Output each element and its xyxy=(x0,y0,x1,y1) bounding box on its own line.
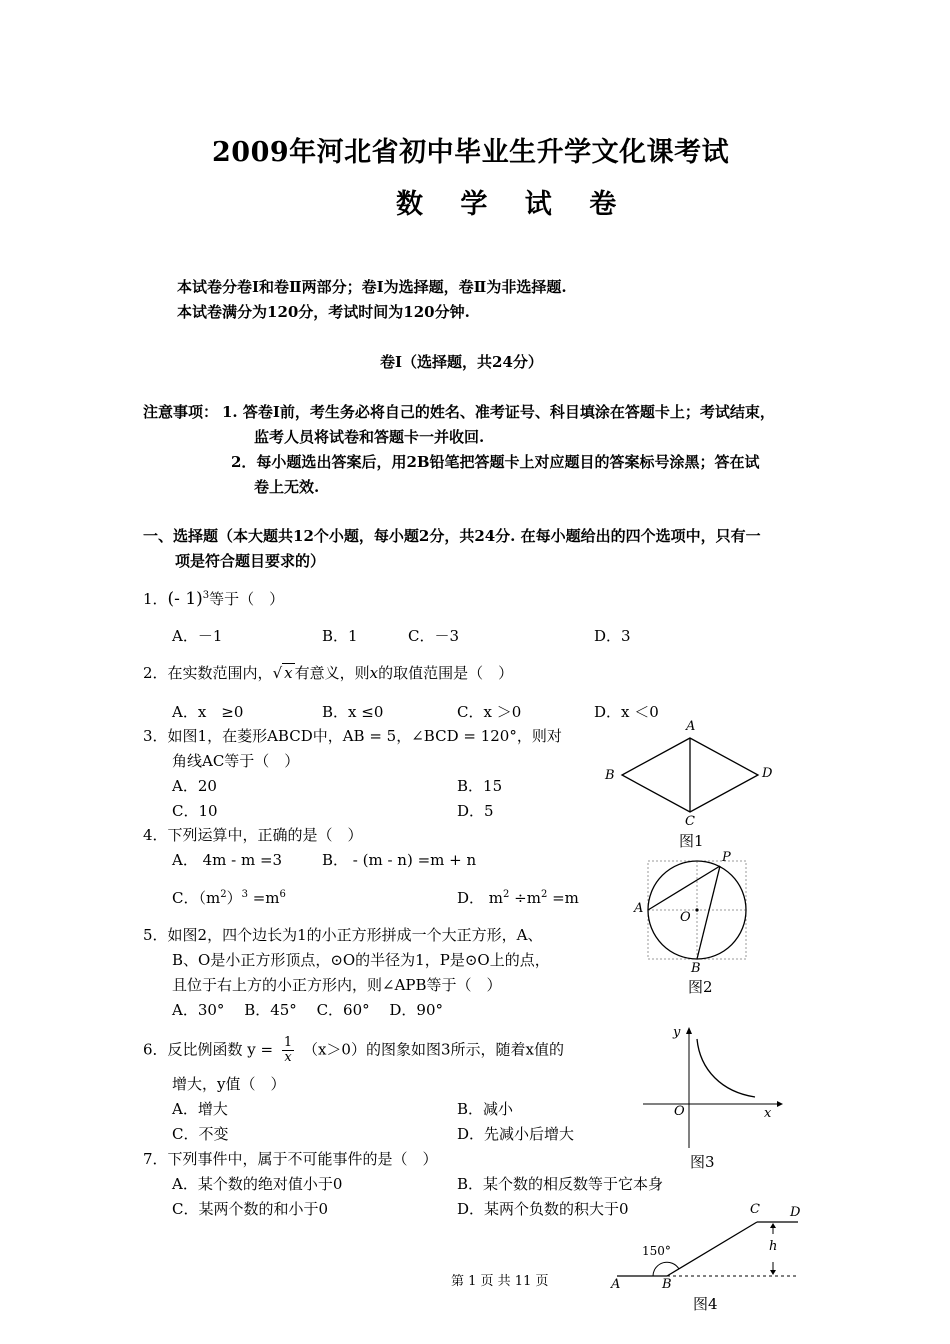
q7-option-b: B．某个数的相反数等于它本身 xyxy=(457,1175,664,1193)
q7-option-d: D．某两个负数的积大于0 xyxy=(457,1200,629,1218)
q6-stem xyxy=(143,1036,564,1065)
hyperbola-curve xyxy=(697,1039,755,1097)
q1-expression: (- 1) xyxy=(167,589,203,609)
q1-exponent: 3 xyxy=(202,590,210,601)
fig4-label-c: C xyxy=(750,1202,760,1217)
q4-option-a: A． 4m - m =3 xyxy=(172,851,283,869)
q1-option-b: B．1 xyxy=(322,627,358,645)
q2-post2: 的取值范围是（ ） xyxy=(378,664,514,682)
q2-option-d: D．x ＜0 xyxy=(594,703,659,721)
q4-c-post: =m xyxy=(247,889,280,907)
q4-d-pre: D． m xyxy=(457,889,504,907)
q2-post: 有意义，则 xyxy=(294,664,370,682)
q1-option-a: A．－1 xyxy=(172,627,223,645)
q2-radicand: x xyxy=(284,664,293,682)
q5-line-2: B、O是小正方形顶点，⊙O的半径为1，P是⊙O上的点， xyxy=(172,951,550,969)
q4-c-e1: 2 xyxy=(220,889,227,900)
q5-line-1: 5．如图2，四个边长为1的小正方形拼成一个大正方形，A、 xyxy=(143,926,543,944)
fig2-label-o: O xyxy=(680,910,691,925)
fig4-label-a: A xyxy=(611,1277,621,1292)
q6-pre: 6．反比例函数 y = xyxy=(143,1040,274,1059)
q4-d-e2: 2 xyxy=(540,889,548,900)
sqrt-sign: √ xyxy=(272,664,283,682)
q4-option-d xyxy=(457,887,579,908)
notice-item-2a: 2．每小题选出答案后，用2B铅笔把答题卡上对应题目的答案标号涂黑；答在试 xyxy=(231,453,760,471)
section1-line-2: 项是符合题目要求的） xyxy=(175,552,326,570)
q6-frac-den: x xyxy=(284,1050,292,1065)
fig2-label-b: B xyxy=(691,961,701,976)
figure-2-circle xyxy=(628,848,758,998)
notice-item-1b: 监考人员将试卷和答题卡一并收回. xyxy=(254,428,485,446)
fig3-label-y: y xyxy=(673,1025,681,1040)
fig3-label-o: O xyxy=(674,1104,685,1119)
q6-option-d: D．先减小后增大 xyxy=(457,1125,575,1143)
chord-bp xyxy=(697,866,720,959)
q2-option-b: B．x ≤0 xyxy=(322,703,384,721)
intro-line-2: 本试卷满分为120分，考试时间为120分钟. xyxy=(177,303,470,321)
q6-fraction xyxy=(282,1036,294,1065)
fig4-label-d: D xyxy=(790,1205,801,1220)
q1-option-d: D．3 xyxy=(594,627,631,645)
q6-line-2: 增大，y值（ ） xyxy=(172,1075,286,1093)
h-arrowhead-down xyxy=(770,1270,776,1275)
q4-c-pre: C．（m xyxy=(172,889,221,907)
fig4-label-b: B xyxy=(662,1277,672,1292)
q4-stem: 4．下列运算中，正确的是（ ） xyxy=(143,826,363,844)
q3-option-c: C．10 xyxy=(172,802,218,820)
segment-bc xyxy=(667,1222,757,1276)
q2-number: 2． xyxy=(143,664,168,682)
center-dot xyxy=(695,908,698,911)
q7-option-a: A．某个数的绝对值小于0 xyxy=(172,1175,343,1193)
section1-line-1: 一、选择题（本大题共12个小题，每小题2分，共24分. 在每小题给出的四个选项中，只有一 xyxy=(143,527,761,545)
fig1-label-b: B xyxy=(605,768,615,783)
q1-stem xyxy=(143,588,284,609)
figure-3-hyperbola xyxy=(640,1022,785,1172)
fig1-caption: 图1 xyxy=(679,832,704,850)
fig2-label-a: A xyxy=(634,901,644,916)
fig1-label-d: D xyxy=(762,766,773,781)
q5-line-3: 且位于右上方的小正方形内，则∠APB等于（ ） xyxy=(172,976,502,994)
fig1-label-a: A xyxy=(686,719,696,734)
q4-c-mid: ） xyxy=(226,889,242,907)
q6-option-a: A．增大 xyxy=(172,1100,228,1118)
fig1-label-c: C xyxy=(685,814,695,829)
fig3-label-x: x xyxy=(764,1106,772,1121)
notice-item-1a: 1. 答卷Ⅰ前，考生务必将自己的姓名、准考证号、科目填涂在答题卡上；考试结束， xyxy=(222,403,775,421)
q6-option-b: B．减小 xyxy=(457,1100,514,1118)
q4-d-e1: 2 xyxy=(503,889,510,900)
fig4-label-h: h xyxy=(769,1239,778,1254)
q4-c-e3: 6 xyxy=(279,889,286,900)
chord-ap xyxy=(648,866,720,910)
q2-option-a: A．x ≥0 xyxy=(172,703,244,721)
fig2-caption: 图2 xyxy=(688,978,713,996)
x-axis-arrow xyxy=(777,1101,783,1107)
q1-option-c: C．－3 xyxy=(408,627,460,645)
q3-line-2: 角线AC等于（ ） xyxy=(172,752,300,770)
figure-1-rhombus xyxy=(600,715,785,855)
angle-arc xyxy=(653,1262,679,1276)
q4-c-e2: 3 xyxy=(241,889,248,900)
q7-option-c: C．某两个数的和小于0 xyxy=(172,1200,329,1218)
notice-item-2b: 卷上无效. xyxy=(254,478,320,496)
fig2-label-p: P xyxy=(722,850,731,865)
q3-option-a: A．20 xyxy=(172,777,217,795)
fig4-angle-label: 150° xyxy=(642,1244,671,1258)
q1-number: 1． xyxy=(143,590,168,608)
q6-frac-num: 1 xyxy=(283,1035,293,1050)
part1-heading: 卷Ⅰ（选择题，共24分） xyxy=(380,353,543,371)
q7-stem: 7．下列事件中，属于不可能事件的是（ ） xyxy=(143,1150,438,1168)
q2-stem xyxy=(143,662,513,683)
q4-d-mid: ÷m xyxy=(509,889,541,907)
y-axis-arrow xyxy=(686,1027,692,1034)
intro-line-1: 本试卷分卷Ⅰ和卷Ⅱ两部分；卷Ⅰ为选择题，卷Ⅱ为非选择题. xyxy=(177,278,567,296)
q4-d-post: =m xyxy=(547,889,579,907)
q6-option-c: C．不变 xyxy=(172,1125,229,1143)
page-title: 2009年河北省初中毕业生升学文化课考试 xyxy=(212,137,730,168)
notice-label: 注意事项： xyxy=(143,403,219,421)
fig3-caption: 图3 xyxy=(690,1153,715,1171)
q4-option-b: B． - (m - n) =m + n xyxy=(322,851,477,869)
q3-option-b: B．15 xyxy=(457,777,503,795)
q4-option-c xyxy=(172,887,286,908)
figure-4-slope xyxy=(605,1198,815,1318)
q1-text: 等于（ ） xyxy=(209,590,285,608)
q5-options: A．30° B．45° C．60° D．90° xyxy=(172,1001,444,1019)
q2-option-c: C．x ＞0 xyxy=(457,703,522,721)
q2-pre: 在实数范围内， xyxy=(167,664,273,682)
q3-line-1: 3．如图1，在菱形ABCD中，AB = 5，∠BCD = 120°，则对 xyxy=(143,727,562,745)
q3-option-d: D．5 xyxy=(457,802,494,820)
q6-post: （x＞0）的图象如图3所示，随着x值的 xyxy=(302,1040,564,1059)
page-subtitle: 数 学 试 卷 xyxy=(396,189,631,220)
h-arrowhead-up xyxy=(770,1223,776,1228)
fig4-caption: 图4 xyxy=(693,1295,718,1313)
q2-var: x xyxy=(369,664,379,682)
page-footer: 第 1 页 共 11 页 xyxy=(451,1274,549,1289)
